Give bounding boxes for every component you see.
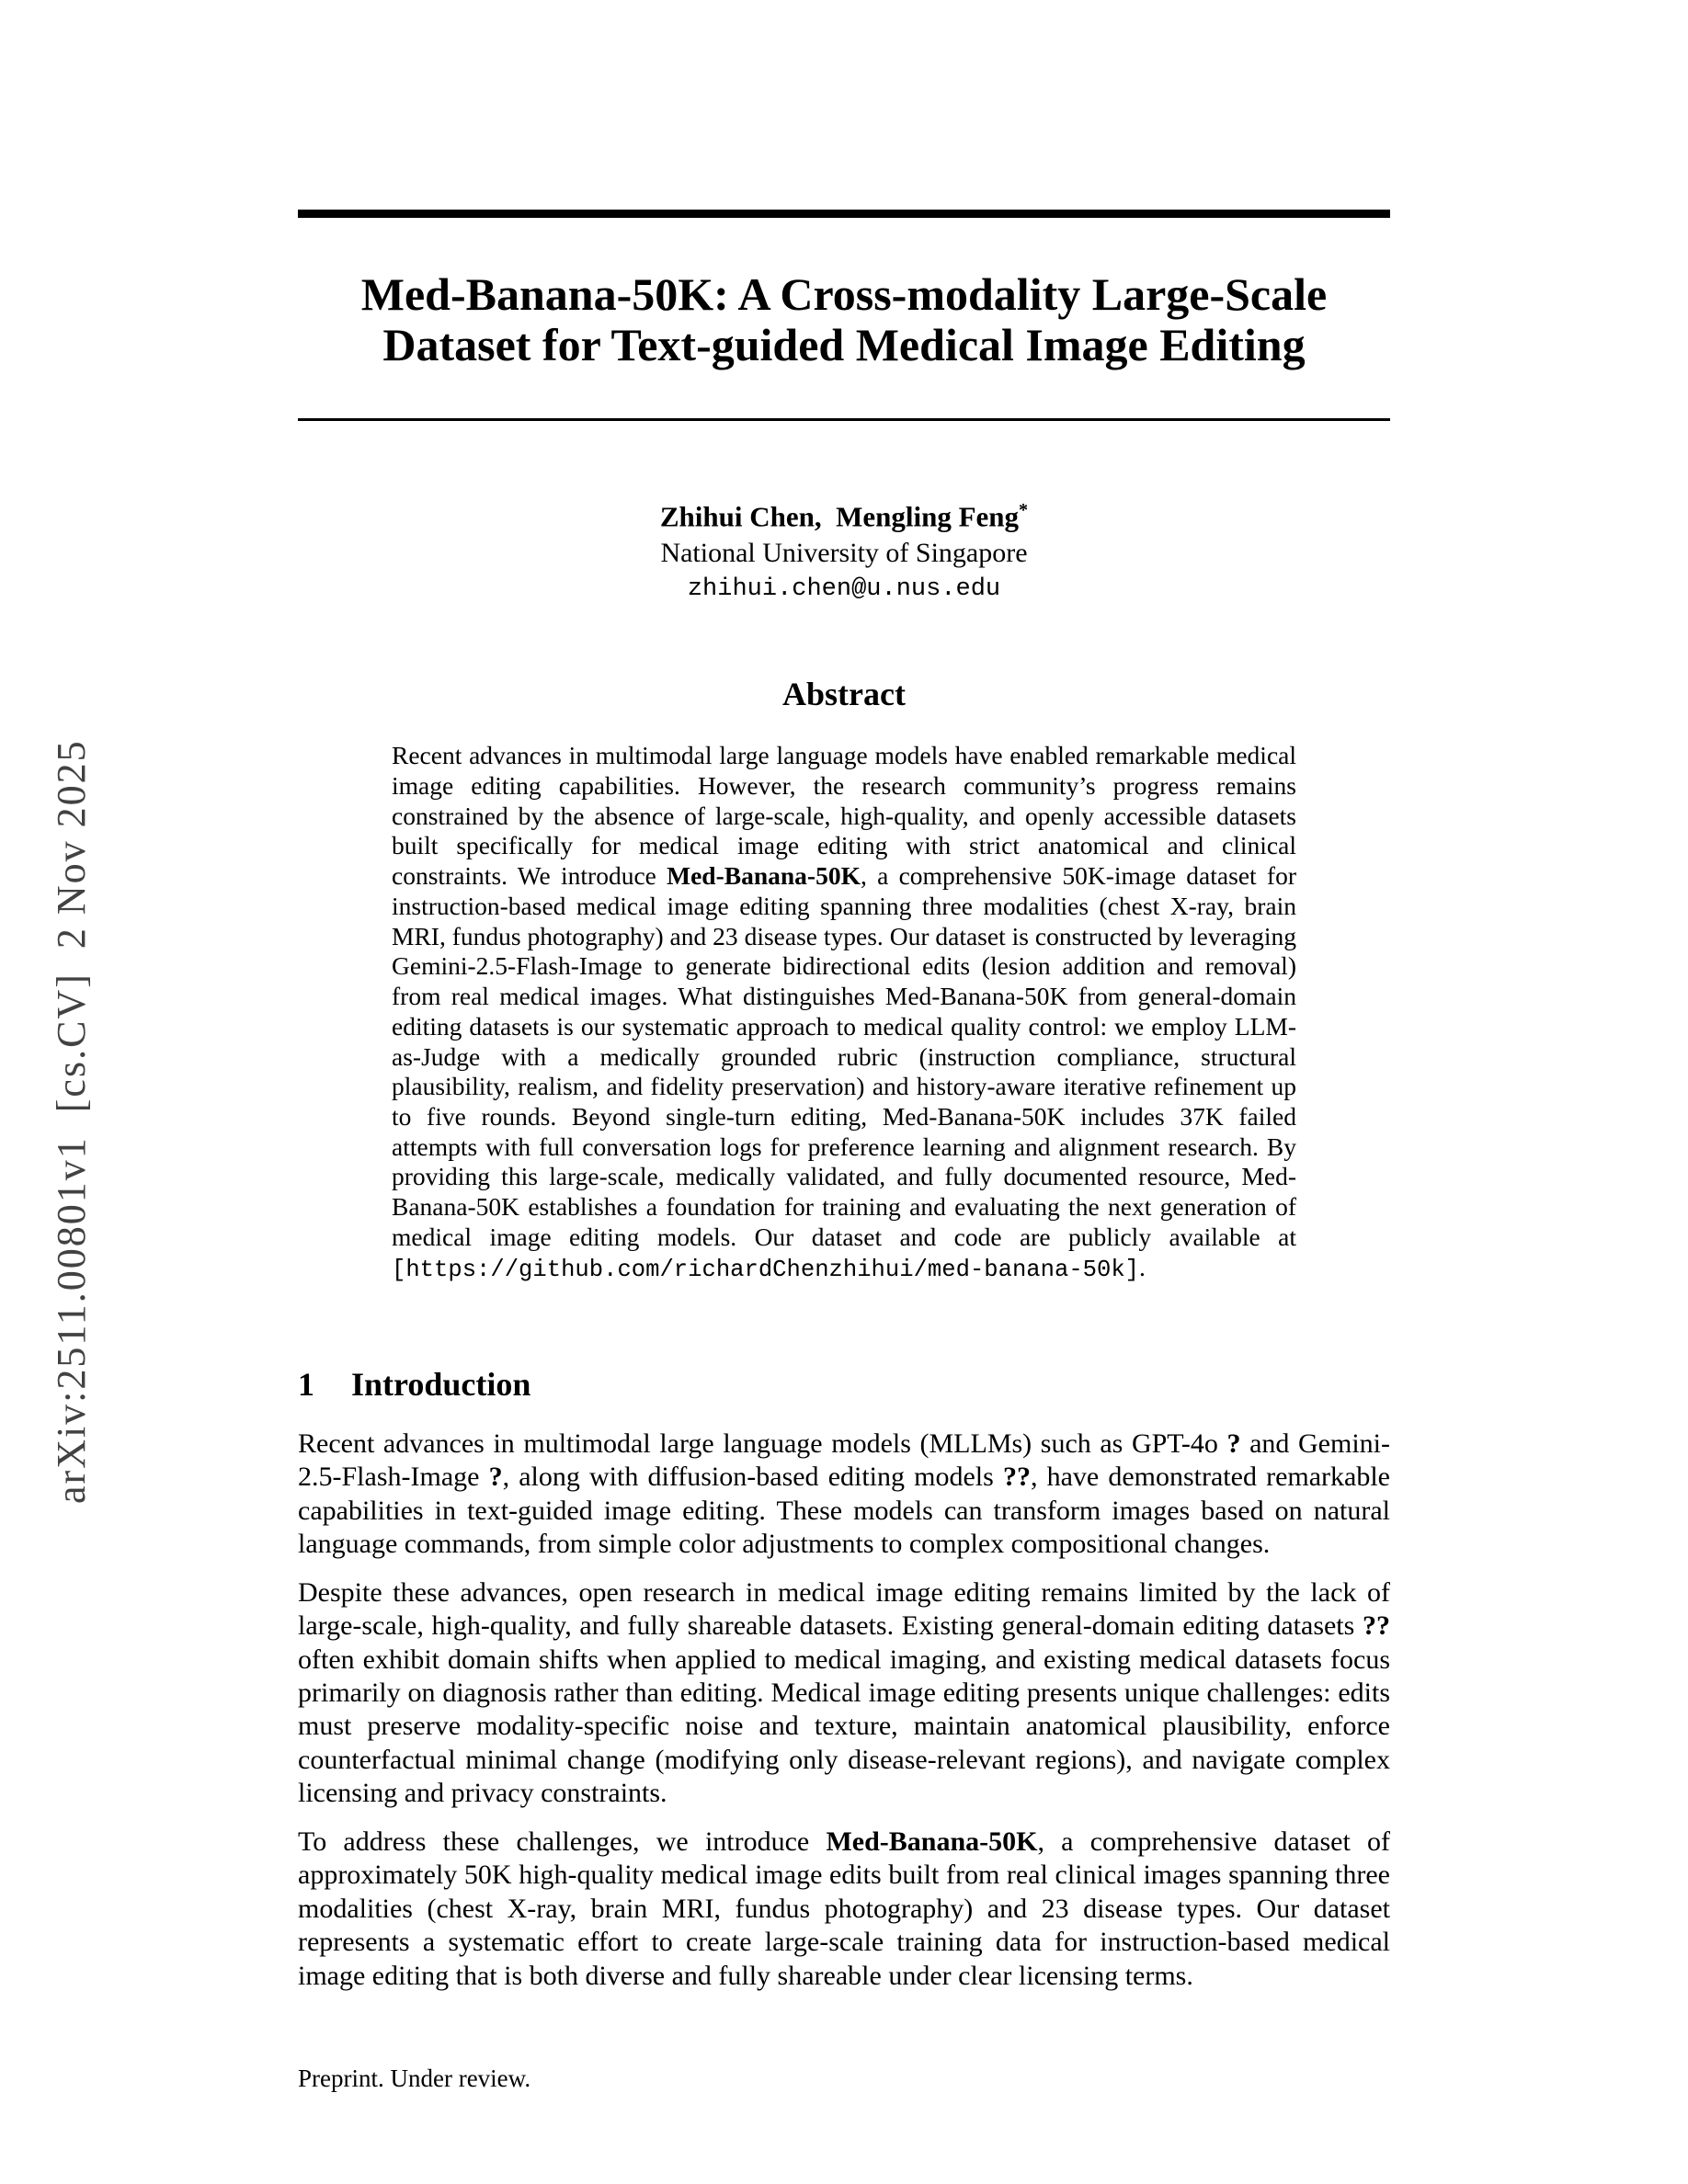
bold-text-segment: Med-Banana-50K: [667, 861, 861, 891]
author-names: [298, 500, 1390, 533]
bold-text-segment: ?: [1226, 1428, 1241, 1459]
abstract-heading: Abstract: [782, 676, 906, 713]
paper-content: [298, 0, 1390, 1993]
text-segment: Recent advances in multimodal large language models (MLLMs) such as GPT-4o: [298, 1428, 1227, 1459]
text-segment: , a comprehensive 50K-image dataset for instruction-based medical image editing spanning three modalities (chest X-ray, brain MRI, fundus photography) and 23 disease types. Our dataset is constructed by leveraging Gemini-2.5-Flash-Image to generate bidirectional edits (lesion addition and removal) from real medical images. What distinguishes Med-Banana-50K from general-domain editing datasets is our systematic approach to medical quality control: we employ LLM-as-Judge with a medically grounded rubric (instruction compliance, structural plausibility, realism, and fidelity preservation) and history-aware iterative refinement up to five rounds. Beyond single-turn editing, Med-Banana-50K includes 37K failed attempts with full conversation logs for preference learning and alignment research. By providing this large-scale, medically validated, and fully documented resource, Med-Banana-50K establishes a foundation for training and evaluating the next generation of medical image editing models. Our dataset and code are publicly available at: [392, 861, 1296, 1251]
preprint-footer-note: Preprint. Under review.: [298, 2065, 531, 2092]
dataset-url-link[interactable]: [https://github.com/richardChenzhihui/med-banana-50k]: [392, 1256, 1140, 1283]
author-email: zhihui.chen@u.nus.edu: [687, 575, 1001, 604]
section-number: 1: [298, 1365, 314, 1403]
text-segment: Recent advances in multimodal large language models have enabled remarkable medical image editing capabilities. However, the research community’s progress remains constrained by the absence of large-scale, high-quality, and openly accessible datasets built specifically for medical image editing with strict anatomical and clinical constraints. We introduce: [392, 741, 1296, 891]
text-segment: , a comprehensive dataset of approximately 50K high-quality medical image edits built from real clinical images spanning three modalities (chest X-ray, brain MRI, fundus photography) and 23 disease types. Our dataset represents a systematic effort to create large-scale training data for instruction-based medical image editing that is both diverse and fully shareable under clear licensing terms.: [298, 1826, 1390, 1991]
author-block: [298, 500, 1390, 603]
bold-text-segment: ??: [1363, 1610, 1390, 1642]
text-segment: To address these challenges, we introduce: [298, 1826, 827, 1857]
section-title: Introduction: [351, 1365, 531, 1403]
author-footnote-mark: *: [1019, 500, 1029, 520]
bold-text-segment: ?: [488, 1462, 503, 1493]
text-segment: .: [1139, 1252, 1146, 1281]
text-segment: and Gemini-2.5-Flash-Image: [298, 1428, 1390, 1493]
arxiv-watermark: arXiv:2511.00801v1 [cs.CV] 2 Nov 2025: [49, 739, 94, 1504]
text-segment: , along with diffusion-based editing models: [502, 1462, 1003, 1493]
paper-title-line-2: Dataset for Text-guided Medical Image Editing: [382, 319, 1306, 370]
abstract-text: [392, 741, 1296, 1284]
paper-title-line-1: Med-Banana-50K: A Cross-modality Large-Scale: [360, 268, 1328, 320]
intro-paragraph-2: [298, 1576, 1390, 1811]
text-segment: Despite these advances, open research in medical image editing remains limited by the lack of large-scale, high-quality, and fully shareable datasets. Existing general-domain editing datasets: [298, 1576, 1390, 1642]
intro-paragraph-3: [298, 1826, 1390, 1993]
author-affiliation: National University of Singapore: [660, 538, 1028, 569]
paper-title: [298, 269, 1390, 370]
title-rule-bottom: [298, 418, 1390, 421]
section-1-heading: [298, 1365, 1390, 1404]
bold-text-segment: ??: [1002, 1462, 1031, 1493]
author-names-text: Zhihui Chen, Mengling Feng: [659, 500, 1020, 533]
bold-text-segment: Med-Banana-50K: [826, 1826, 1038, 1857]
intro-paragraph-1: [298, 1428, 1390, 1562]
text-segment: often exhibit domain shifts when applied to medical imaging, and existing medical datasets focus primarily on diagnosis rather than editing. Medical image editing presents unique challenges: edits must preserve modality-specific noise and texture, maintain anatomical plausibility, enforce counterfactual minimal change (modifying only disease-relevant regions), and navigate complex licensing and privacy constraints.: [298, 1644, 1390, 1809]
title-rule-top: [298, 210, 1390, 218]
text-segment: , have demonstrated remarkable capabilities in text-guided image editing. These models can transform images based on natural language commands, from simple color adjustments to complex compositional changes.: [298, 1462, 1390, 1560]
